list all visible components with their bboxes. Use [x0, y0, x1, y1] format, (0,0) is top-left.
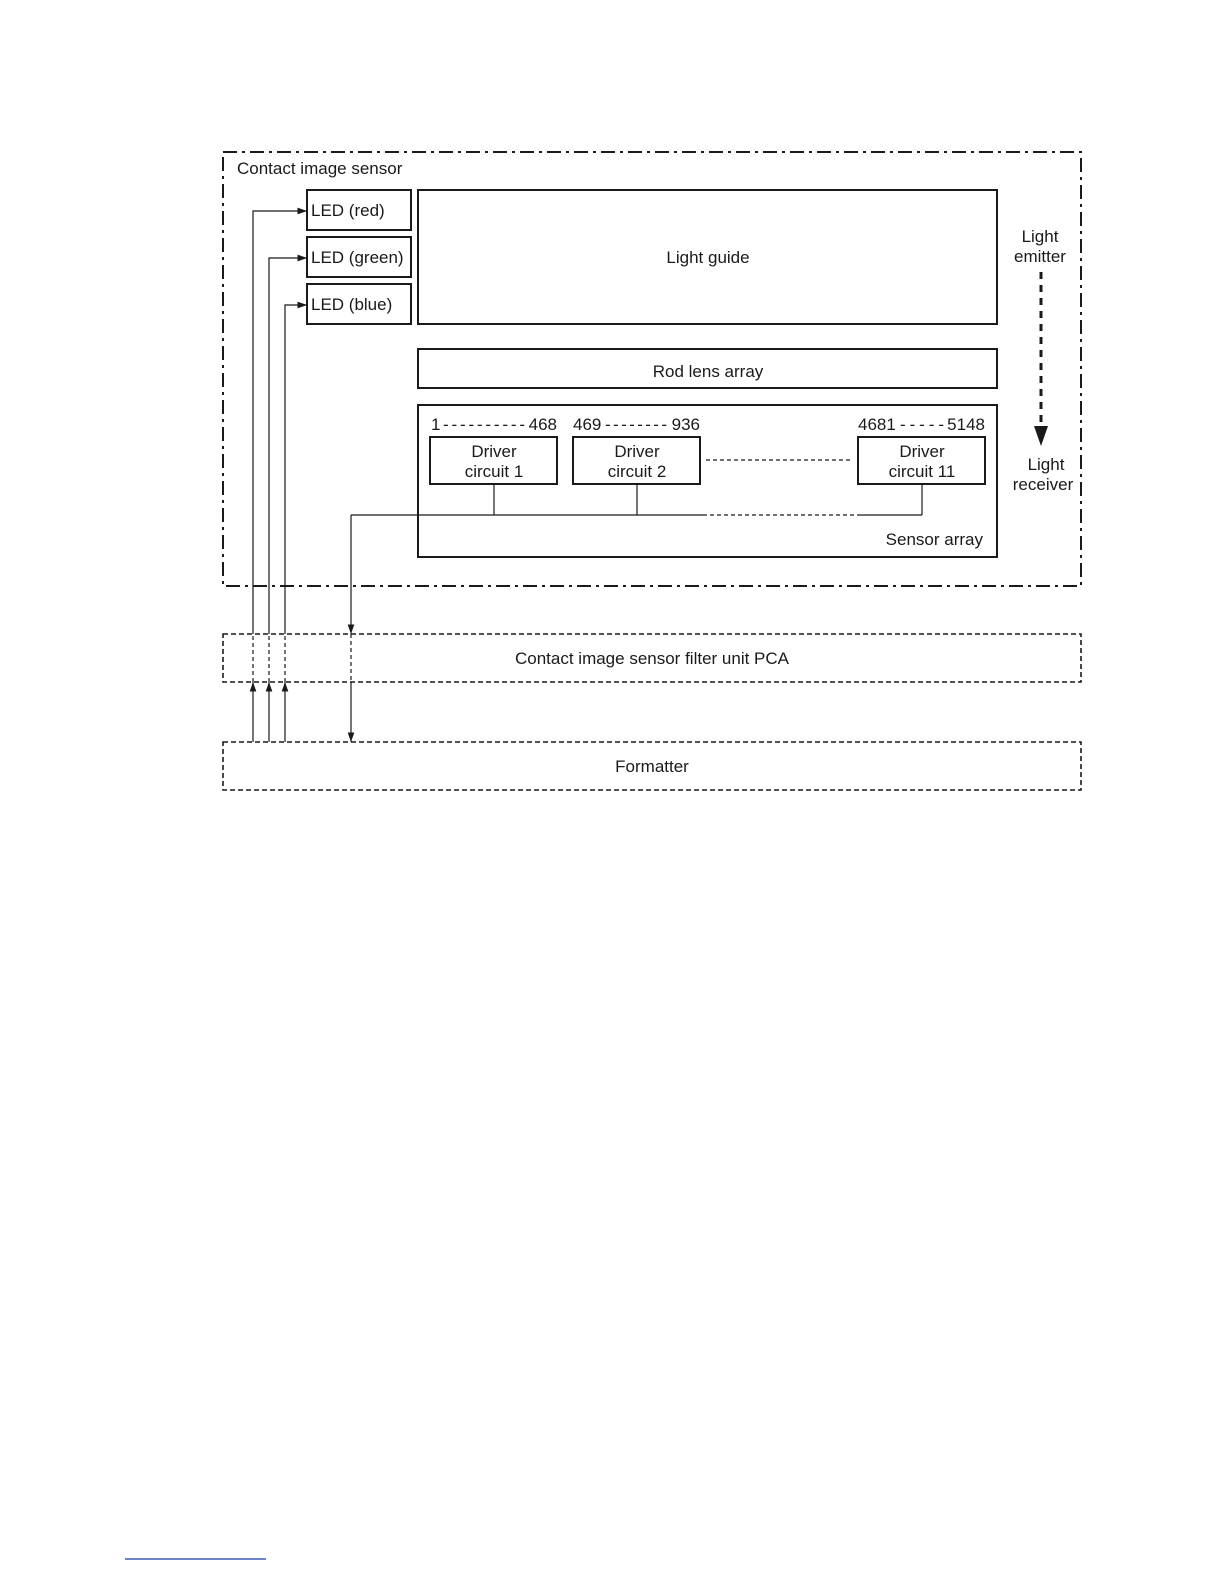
driver-11-range-dashes: -----	[900, 415, 944, 434]
driver-circuit-1-line1: Driver	[471, 442, 517, 461]
driver-circuit-2-line1: Driver	[614, 442, 660, 461]
formatter-label: Formatter	[615, 757, 689, 776]
driver-2-range-end: 936	[671, 415, 700, 434]
contact-image-sensor-label: Contact image sensor	[237, 159, 403, 178]
filter-unit-pca-label: Contact image sensor filter unit PCA	[514, 649, 790, 668]
driver-1-range-end: 468	[528, 415, 557, 434]
driver-circuit-11-line1: Driver	[899, 442, 945, 461]
light-emitter-label-line2: emitter	[1014, 247, 1066, 266]
light-receiver-label-line1: Light	[1027, 455, 1065, 474]
rod-lens-array-label: Rod lens array	[652, 362, 764, 381]
light-path-arrowhead	[1034, 426, 1048, 446]
driver-2-range-dashes: --------	[605, 415, 667, 434]
light-receiver-label-line2: receiver	[1012, 475, 1074, 494]
led-blue-label: LED (blue)	[311, 295, 393, 314]
sensor-array-label: Sensor array	[885, 530, 983, 549]
led-green-drive-line	[269, 258, 307, 742]
light-emitter-label-line1: Light	[1021, 227, 1059, 246]
driver-2-range-start: 469	[573, 415, 602, 434]
led-blue-drive-line	[285, 305, 307, 742]
driver-11-range-start: 4681	[858, 415, 896, 434]
led-green-label: LED (green)	[311, 248, 404, 267]
led-red-label: LED (red)	[311, 201, 385, 220]
driver-1-range-start: 1	[431, 415, 441, 434]
driver-circuit-2-line2: circuit 2	[607, 462, 667, 481]
driver-1-range-dashes: ----------	[443, 415, 525, 434]
light-guide-label: Light guide	[666, 248, 750, 267]
driver-circuit-1-line2: circuit 1	[464, 462, 524, 481]
led-red-drive-line	[253, 211, 307, 742]
driver-11-range-end: 5148	[947, 415, 985, 434]
driver-circuit-11-line2: circuit 11	[888, 462, 956, 481]
